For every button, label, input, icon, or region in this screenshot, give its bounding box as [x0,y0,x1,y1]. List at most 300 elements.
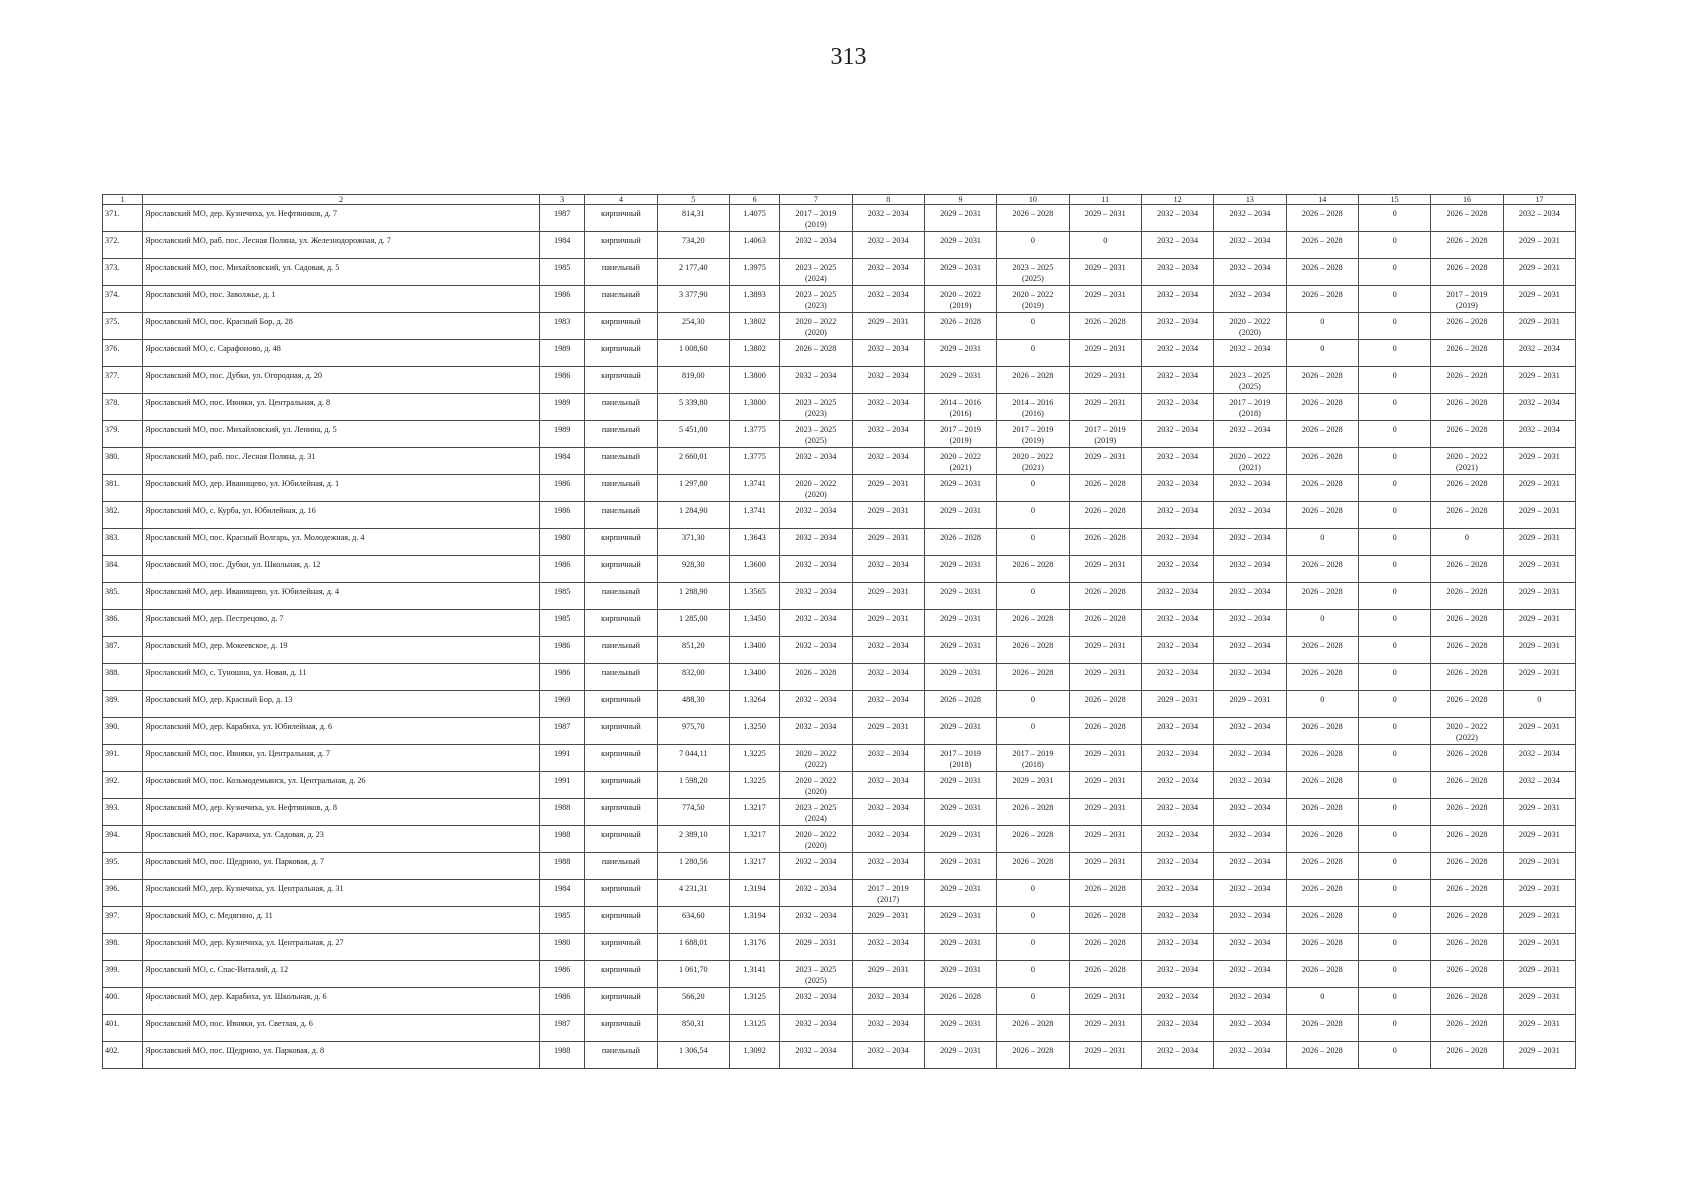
work-period-col-15: 0 [1358,367,1430,394]
work-period-col-13: 2032 – 2034 [1214,340,1286,367]
year-built: 1989 [540,394,585,421]
wall-material: кирпичный [585,556,657,583]
work-period-col-10: 2026 – 2028 [997,1042,1069,1069]
work-period-col-9: 2026 – 2028 [924,988,996,1015]
year-built: 1987 [540,205,585,232]
area: 774,50 [657,799,729,826]
area: 850,31 [657,1015,729,1042]
work-period-col-17: 2029 – 2031 [1503,637,1575,664]
work-period-col-13: 2032 – 2034 [1214,259,1286,286]
work-period-col-10: 2023 – 2025 (2025) [997,259,1069,286]
work-period-col-10: 0 [997,961,1069,988]
area: 814,31 [657,205,729,232]
wall-material: панельный [585,286,657,313]
work-period-col-12: 2032 – 2034 [1141,961,1213,988]
work-period-col-11: 2029 – 2031 [1069,988,1141,1015]
row-number: 398. [103,934,143,961]
work-period-col-8: 2032 – 2034 [852,1015,924,1042]
wall-material: кирпичный [585,799,657,826]
area: 1 598,20 [657,772,729,799]
work-period-col-12: 2032 – 2034 [1141,556,1213,583]
work-period-col-9: 2029 – 2031 [924,826,996,853]
work-period-col-16: 2026 – 2028 [1431,853,1503,880]
year-built: 1987 [540,1015,585,1042]
table-row [103,313,1576,340]
address: Ярославский МО, дер. Карабиха, ул. Школьная, д. 6 [143,988,540,1015]
table-row [103,718,1576,745]
wall-material: кирпичный [585,718,657,745]
work-period-col-10: 2026 – 2028 [997,556,1069,583]
coefficient: 1.3217 [729,826,779,853]
work-period-col-16: 2026 – 2028 [1431,772,1503,799]
work-period-col-17: 2029 – 2031 [1503,1015,1575,1042]
table-row [103,880,1576,907]
work-period-col-11: 2029 – 2031 [1069,340,1141,367]
row-number: 374. [103,286,143,313]
year-built: 1986 [540,961,585,988]
work-period-col-9: 2029 – 2031 [924,556,996,583]
work-period-col-14: 2026 – 2028 [1286,475,1358,502]
area: 1 297,80 [657,475,729,502]
area: 566,20 [657,988,729,1015]
work-period-col-15: 0 [1358,286,1430,313]
table-row [103,556,1576,583]
wall-material: кирпичный [585,934,657,961]
work-period-col-12: 2032 – 2034 [1141,988,1213,1015]
row-number: 380. [103,448,143,475]
year-built: 1986 [540,664,585,691]
work-period-col-7: 2020 – 2022 (2022) [780,745,852,772]
work-period-col-15: 0 [1358,961,1430,988]
table-row [103,475,1576,502]
table-row [103,853,1576,880]
column-number: 7 [780,195,852,205]
work-period-col-11: 2026 – 2028 [1069,934,1141,961]
work-period-col-9: 2029 – 2031 [924,799,996,826]
work-period-col-12: 2032 – 2034 [1141,772,1213,799]
wall-material: панельный [585,637,657,664]
work-period-col-17: 0 [1503,691,1575,718]
row-number: 391. [103,745,143,772]
work-period-col-10: 0 [997,232,1069,259]
work-period-col-9: 2017 – 2019 (2018) [924,745,996,772]
table-row [103,394,1576,421]
work-period-col-17: 2032 – 2034 [1503,205,1575,232]
work-period-col-8: 2017 – 2019 (2017) [852,880,924,907]
work-period-col-7: 2023 – 2025 (2025) [780,421,852,448]
work-period-col-12: 2032 – 2034 [1141,529,1213,556]
work-period-col-14: 2026 – 2028 [1286,1015,1358,1042]
coefficient: 1.3450 [729,610,779,637]
coefficient: 1.3217 [729,853,779,880]
work-period-col-10: 2026 – 2028 [997,853,1069,880]
work-period-col-9: 2029 – 2031 [924,637,996,664]
table-row [103,286,1576,313]
work-period-col-13: 2032 – 2034 [1214,988,1286,1015]
wall-material: панельный [585,502,657,529]
coefficient: 1.3600 [729,556,779,583]
work-period-col-15: 0 [1358,259,1430,286]
area: 4 231,31 [657,880,729,907]
work-period-col-16: 2026 – 2028 [1431,232,1503,259]
work-period-col-8: 2032 – 2034 [852,988,924,1015]
table-row [103,421,1576,448]
work-period-col-16: 2026 – 2028 [1431,826,1503,853]
work-period-col-8: 2032 – 2034 [852,691,924,718]
work-period-col-17: 2029 – 2031 [1503,529,1575,556]
work-period-col-14: 2026 – 2028 [1286,232,1358,259]
work-period-col-16: 2026 – 2028 [1431,907,1503,934]
work-period-col-11: 2029 – 2031 [1069,826,1141,853]
work-period-col-10: 0 [997,583,1069,610]
work-period-col-10: 2026 – 2028 [997,1015,1069,1042]
work-period-col-11: 2026 – 2028 [1069,475,1141,502]
work-period-col-7: 2020 – 2022 (2020) [780,826,852,853]
work-period-col-10: 2017 – 2019 (2018) [997,745,1069,772]
table-row [103,961,1576,988]
page-number: 313 [830,44,867,70]
work-period-col-9: 2029 – 2031 [924,907,996,934]
work-period-col-15: 0 [1358,988,1430,1015]
work-period-col-17: 2029 – 2031 [1503,988,1575,1015]
year-built: 1984 [540,232,585,259]
row-number: 372. [103,232,143,259]
work-period-col-11: 2026 – 2028 [1069,610,1141,637]
work-period-col-9: 2029 – 2031 [924,367,996,394]
row-number: 382. [103,502,143,529]
table-row [103,367,1576,394]
area: 634,60 [657,907,729,934]
work-period-col-16: 2026 – 2028 [1431,583,1503,610]
work-period-col-10: 0 [997,340,1069,367]
work-period-col-14: 0 [1286,610,1358,637]
table-row [103,1042,1576,1069]
work-period-col-17: 2032 – 2034 [1503,772,1575,799]
work-period-col-17: 2029 – 2031 [1503,718,1575,745]
table-row [103,637,1576,664]
row-number: 379. [103,421,143,448]
work-period-col-17: 2029 – 2031 [1503,259,1575,286]
work-period-col-12: 2032 – 2034 [1141,205,1213,232]
work-period-col-13: 2032 – 2034 [1214,853,1286,880]
area: 2 660,01 [657,448,729,475]
work-period-col-7: 2023 – 2025 (2023) [780,394,852,421]
wall-material: кирпичный [585,961,657,988]
area: 1 008,60 [657,340,729,367]
address: Ярославский МО, дер. Иванищево, ул. Юбилейная, д. 4 [143,583,540,610]
work-period-col-13: 2032 – 2034 [1214,799,1286,826]
address: Ярославский МО, пос. Ивняки, ул. Центральная, д. 8 [143,394,540,421]
coefficient: 1.3225 [729,745,779,772]
work-period-col-15: 0 [1358,502,1430,529]
work-period-col-9: 2026 – 2028 [924,691,996,718]
coefficient: 1.3176 [729,934,779,961]
address: Ярославский МО, дер. Пестрецово, д. 7 [143,610,540,637]
year-built: 1980 [540,934,585,961]
work-period-col-17: 2029 – 2031 [1503,1042,1575,1069]
work-period-col-13: 2029 – 2031 [1214,691,1286,718]
address: Ярославский МО, пос. Карачиха, ул. Садовая, д. 23 [143,826,540,853]
work-period-col-8: 2032 – 2034 [852,637,924,664]
work-period-col-17: 2029 – 2031 [1503,475,1575,502]
work-period-col-11: 2026 – 2028 [1069,583,1141,610]
coefficient: 1.3975 [729,259,779,286]
year-built: 1988 [540,1042,585,1069]
work-period-col-17: 2032 – 2034 [1503,745,1575,772]
work-period-col-11: 2029 – 2031 [1069,205,1141,232]
work-period-col-14: 2026 – 2028 [1286,826,1358,853]
work-period-col-10: 2026 – 2028 [997,799,1069,826]
work-period-col-8: 2029 – 2031 [852,313,924,340]
coefficient: 1.3250 [729,718,779,745]
work-period-col-12: 2032 – 2034 [1141,853,1213,880]
work-period-col-12: 2032 – 2034 [1141,367,1213,394]
work-period-col-12: 2032 – 2034 [1141,259,1213,286]
work-period-col-7: 2032 – 2034 [780,556,852,583]
year-built: 1986 [540,502,585,529]
row-number: 381. [103,475,143,502]
work-period-col-12: 2032 – 2034 [1141,1042,1213,1069]
address: Ярославский МО, пос. Дубки, ул. Огородная, д. 20 [143,367,540,394]
work-period-col-16: 2026 – 2028 [1431,799,1503,826]
coefficient: 1.3565 [729,583,779,610]
work-period-col-7: 2032 – 2034 [780,1015,852,1042]
table-row [103,610,1576,637]
row-number: 392. [103,772,143,799]
coefficient: 1.3194 [729,880,779,907]
work-period-col-16: 2026 – 2028 [1431,475,1503,502]
address: Ярославский МО, с. Медягино, д. 11 [143,907,540,934]
work-period-col-13: 2032 – 2034 [1214,772,1286,799]
coefficient: 1.3775 [729,421,779,448]
work-period-col-10: 0 [997,529,1069,556]
address: Ярославский МО, дер. Кузнечиха, ул. Центральная, д. 27 [143,934,540,961]
work-period-col-10: 2026 – 2028 [997,637,1069,664]
wall-material: кирпичный [585,529,657,556]
wall-material: кирпичный [585,772,657,799]
work-period-col-17: 2029 – 2031 [1503,232,1575,259]
work-period-col-8: 2032 – 2034 [852,664,924,691]
wall-material: кирпичный [585,205,657,232]
area: 3 377,90 [657,286,729,313]
work-period-col-15: 0 [1358,1042,1430,1069]
column-number: 10 [997,195,1069,205]
column-number: 3 [540,195,585,205]
work-period-col-11: 2026 – 2028 [1069,907,1141,934]
work-period-col-13: 2032 – 2034 [1214,583,1286,610]
table-row [103,907,1576,934]
year-built: 1991 [540,772,585,799]
row-number: 396. [103,880,143,907]
area: 1 061,70 [657,961,729,988]
work-period-col-13: 2032 – 2034 [1214,637,1286,664]
work-period-col-7: 2032 – 2034 [780,610,852,637]
work-period-col-14: 2026 – 2028 [1286,664,1358,691]
work-period-col-8: 2029 – 2031 [852,583,924,610]
work-period-col-14: 0 [1286,313,1358,340]
work-period-col-13: 2032 – 2034 [1214,934,1286,961]
work-period-col-7: 2023 – 2025 (2025) [780,961,852,988]
wall-material: панельный [585,853,657,880]
work-period-col-16: 2026 – 2028 [1431,367,1503,394]
wall-material: кирпичный [585,988,657,1015]
table-row [103,799,1576,826]
work-period-col-8: 2032 – 2034 [852,394,924,421]
wall-material: кирпичный [585,691,657,718]
work-period-col-16: 2026 – 2028 [1431,421,1503,448]
work-period-col-11: 2029 – 2031 [1069,448,1141,475]
column-number: 14 [1286,195,1358,205]
work-period-col-13: 2032 – 2034 [1214,880,1286,907]
coefficient: 1.3802 [729,313,779,340]
work-period-col-13: 2032 – 2034 [1214,286,1286,313]
work-period-col-17: 2029 – 2031 [1503,583,1575,610]
work-period-col-8: 2032 – 2034 [852,367,924,394]
column-number-row [103,195,1576,205]
coefficient: 1.3802 [729,340,779,367]
work-period-col-15: 0 [1358,637,1430,664]
work-period-col-13: 2032 – 2034 [1214,205,1286,232]
work-period-col-11: 2029 – 2031 [1069,799,1141,826]
work-period-col-16: 2026 – 2028 [1431,934,1503,961]
work-period-col-12: 2032 – 2034 [1141,394,1213,421]
work-period-col-9: 2029 – 2031 [924,475,996,502]
work-period-col-10: 2020 – 2022 (2019) [997,286,1069,313]
table-row [103,745,1576,772]
table-row [103,691,1576,718]
year-built: 1969 [540,691,585,718]
work-period-col-17: 2029 – 2031 [1503,286,1575,313]
table-row [103,772,1576,799]
address: Ярославский МО, дер. Кузнечиха, ул. Нефтяников, д. 8 [143,799,540,826]
work-period-col-7: 2032 – 2034 [780,988,852,1015]
work-period-col-9: 2029 – 2031 [924,772,996,799]
wall-material: кирпичный [585,313,657,340]
coefficient: 1.3400 [729,637,779,664]
coefficient: 1.3194 [729,907,779,934]
area: 5 451,00 [657,421,729,448]
address: Ярославский МО, пос. Щедрино, ул. Парковая, д. 7 [143,853,540,880]
address: Ярославский МО, пос. Михайловский, ул. Ленина, д. 5 [143,421,540,448]
address: Ярославский МО, пос. Дубки, ул. Школьная, д. 12 [143,556,540,583]
work-period-col-12: 2029 – 2031 [1141,691,1213,718]
work-period-col-14: 2026 – 2028 [1286,583,1358,610]
column-number: 4 [585,195,657,205]
wall-material: кирпичный [585,1015,657,1042]
area: 7 044,11 [657,745,729,772]
row-number: 389. [103,691,143,718]
work-period-col-12: 2032 – 2034 [1141,637,1213,664]
work-period-col-8: 2032 – 2034 [852,448,924,475]
year-built: 1986 [540,988,585,1015]
column-number: 12 [1141,195,1213,205]
work-period-col-10: 0 [997,934,1069,961]
work-period-col-11: 2029 – 2031 [1069,745,1141,772]
address: Ярославский МО, с. Спас-Виталий, д. 12 [143,961,540,988]
work-period-col-8: 2032 – 2034 [852,259,924,286]
table-row [103,340,1576,367]
area: 1 285,00 [657,610,729,637]
area: 975,70 [657,718,729,745]
work-period-col-14: 2026 – 2028 [1286,880,1358,907]
row-number: 384. [103,556,143,583]
coefficient: 1.3092 [729,1042,779,1069]
work-period-col-11: 2029 – 2031 [1069,556,1141,583]
work-period-col-9: 2017 – 2019 (2019) [924,421,996,448]
area: 254,30 [657,313,729,340]
work-period-col-13: 2032 – 2034 [1214,610,1286,637]
column-number: 17 [1503,195,1575,205]
row-number: 401. [103,1015,143,1042]
work-period-col-10: 0 [997,691,1069,718]
work-period-col-13: 2032 – 2034 [1214,529,1286,556]
work-period-col-11: 2026 – 2028 [1069,313,1141,340]
table-row [103,448,1576,475]
work-period-col-13: 2032 – 2034 [1214,664,1286,691]
work-period-col-11: 2029 – 2031 [1069,286,1141,313]
work-period-col-7: 2026 – 2028 [780,664,852,691]
work-period-col-16: 0 [1431,529,1503,556]
table-row [103,988,1576,1015]
wall-material: панельный [585,448,657,475]
work-period-col-17: 2029 – 2031 [1503,664,1575,691]
year-built: 1985 [540,259,585,286]
area: 1 284,90 [657,502,729,529]
work-period-col-7: 2032 – 2034 [780,583,852,610]
work-period-col-17: 2029 – 2031 [1503,367,1575,394]
year-built: 1984 [540,448,585,475]
work-period-col-11: 2029 – 2031 [1069,259,1141,286]
work-period-col-14: 2026 – 2028 [1286,448,1358,475]
work-period-col-13: 2032 – 2034 [1214,421,1286,448]
work-period-col-15: 0 [1358,529,1430,556]
work-period-col-11: 2026 – 2028 [1069,880,1141,907]
table-row [103,583,1576,610]
work-period-col-12: 2032 – 2034 [1141,610,1213,637]
row-number: 394. [103,826,143,853]
work-period-col-14: 2026 – 2028 [1286,286,1358,313]
work-period-col-9: 2029 – 2031 [924,205,996,232]
year-built: 1983 [540,313,585,340]
work-period-col-16: 2026 – 2028 [1431,259,1503,286]
work-period-col-8: 2029 – 2031 [852,475,924,502]
area: 851,20 [657,637,729,664]
work-period-col-17: 2029 – 2031 [1503,556,1575,583]
work-period-col-12: 2032 – 2034 [1141,664,1213,691]
work-period-col-11: 2029 – 2031 [1069,367,1141,394]
work-period-col-15: 0 [1358,313,1430,340]
work-period-col-15: 0 [1358,475,1430,502]
work-period-col-9: 2029 – 2031 [924,610,996,637]
work-period-col-17: 2032 – 2034 [1503,394,1575,421]
coefficient: 1.3225 [729,772,779,799]
address: Ярославский МО, с. Курба, ул. Юбилейная, д. 16 [143,502,540,529]
work-period-col-14: 2026 – 2028 [1286,718,1358,745]
work-period-col-14: 2026 – 2028 [1286,907,1358,934]
column-number: 9 [924,195,996,205]
work-period-col-7: 2023 – 2025 (2024) [780,259,852,286]
work-period-col-12: 2032 – 2034 [1141,475,1213,502]
row-number: 387. [103,637,143,664]
work-period-col-14: 0 [1286,529,1358,556]
coefficient: 1.4075 [729,205,779,232]
work-period-col-8: 2029 – 2031 [852,529,924,556]
work-period-col-12: 2032 – 2034 [1141,718,1213,745]
work-period-col-9: 2029 – 2031 [924,583,996,610]
work-period-col-14: 2026 – 2028 [1286,1042,1358,1069]
column-number: 2 [143,195,540,205]
coefficient: 1.3141 [729,961,779,988]
